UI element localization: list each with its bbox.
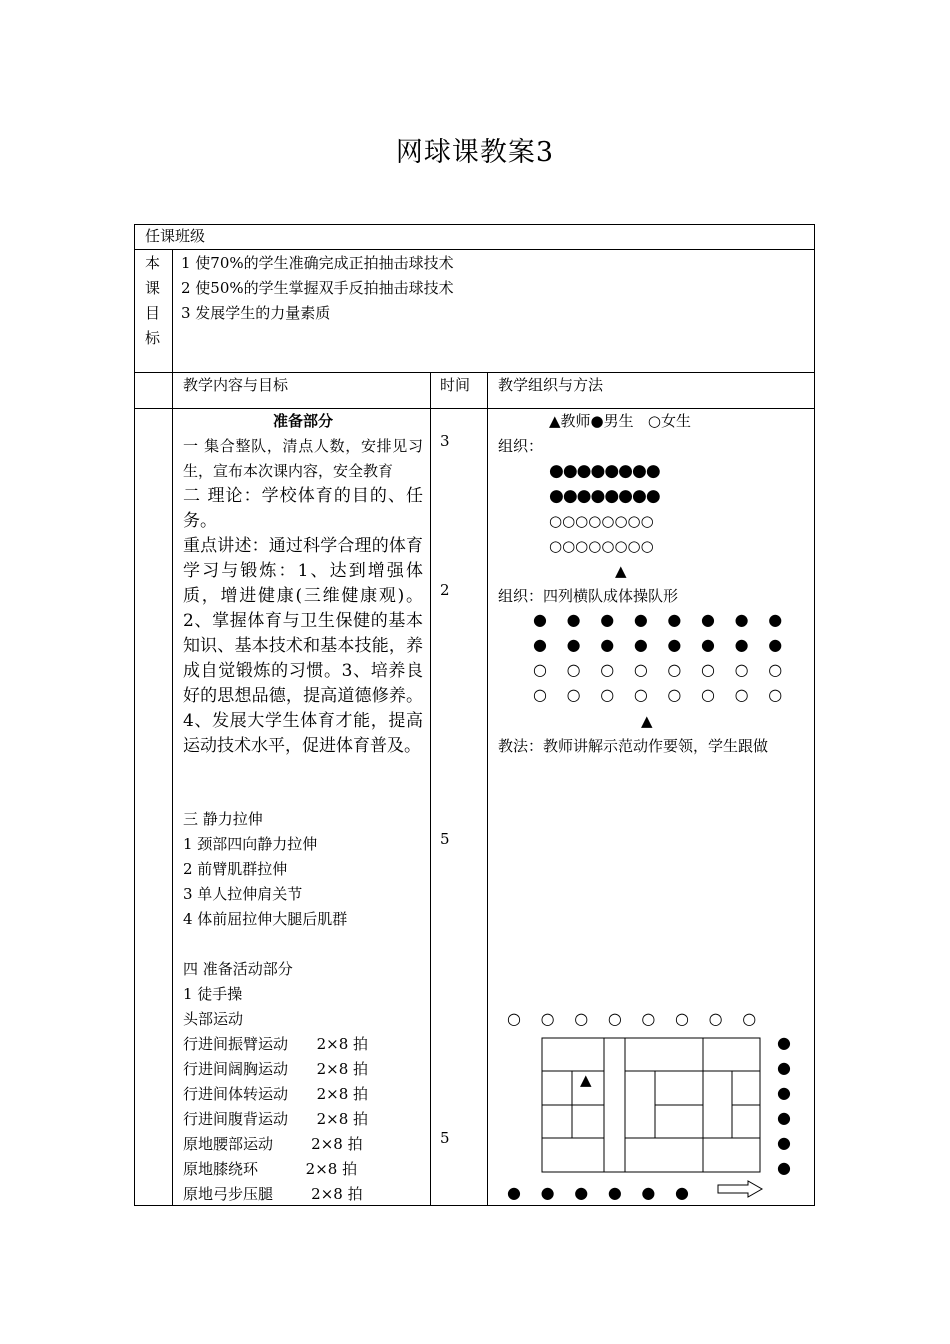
content-paragraph-3: 重点讲述：通过科学合理的体育学习与锻炼：1、达到增强体质，增进健康(三维健康观)。2、掌握体育与卫生保健的基本知识、基本技术和基本技能，养成自觉锻炼的习惯。3、培养良好的思想品德，提高道德修养。4、发展大学生体育才能，提高运动技术水平，促进体育普及。 — [183, 536, 423, 756]
goal-item: 1 使70%的学生准确完成正拍抽击球技术 — [181, 254, 454, 272]
female-student-marker: ○ — [641, 1009, 656, 1028]
male-student-marker: ● — [633, 610, 648, 629]
warmup-item: 原地膝绕环 2×8 拍 — [183, 1160, 358, 1178]
warmup-item: 行进间振臂运动 2×8 拍 — [183, 1035, 369, 1053]
row-divider — [134, 249, 815, 250]
female-student-marker: ○ — [633, 685, 648, 704]
organization-label: 组织： — [498, 437, 544, 455]
male-student-marker: ● — [777, 1158, 791, 1177]
court-diagram — [500, 1005, 800, 1205]
male-student-marker: ● — [540, 1183, 555, 1202]
header-content: 教学内容与目标 — [183, 376, 289, 394]
male-student-marker: ● — [633, 635, 648, 654]
male-student-marker: ● — [533, 610, 547, 629]
formation-row: ●●●●●●●● — [549, 486, 660, 506]
stretch-item: 3 单人拉伸肩关节 — [183, 885, 303, 903]
male-student-marker: ● — [600, 610, 615, 629]
goals-label-char: 目 — [145, 304, 161, 322]
female-student-marker: ○ — [600, 660, 615, 679]
stretch-title: 三 静力拉伸 — [183, 810, 263, 828]
content-paragraph-2: 二 理论：学校体育的目的、任务。 — [183, 486, 423, 531]
page-title: 网球课教案3 — [395, 137, 555, 168]
goals-label-char: 课 — [145, 279, 161, 297]
female-student-marker: ○ — [708, 1009, 723, 1028]
goal-item: 3 发展学生的力量素质 — [181, 304, 331, 322]
legend: ▲教师●男生 ○女生 — [549, 412, 692, 430]
warmup-item: 行进间体转运动 2×8 拍 — [183, 1085, 369, 1103]
male-student-marker: ● — [777, 1033, 791, 1052]
warmup-item: 原地弓步压腿 2×8 拍 — [183, 1185, 363, 1203]
male-student-marker: ● — [566, 635, 581, 654]
male-student-marker: ● — [675, 1183, 689, 1202]
male-student-marker: ● — [667, 610, 682, 629]
male-student-marker: ● — [768, 635, 783, 654]
male-student-marker: ● — [667, 635, 682, 654]
female-student-marker: ○ — [667, 660, 682, 679]
content-paragraph-1: 一 集合整队，清点人数，安排见习生，宣布本次课内容，安全教育 — [183, 437, 423, 480]
warmup-item: 原地腰部运动 2×8 拍 — [183, 1135, 363, 1153]
formation-row: ○○○○○○○○ — [549, 537, 654, 555]
warmup-item: 行进间阔胸运动 2×8 拍 — [183, 1060, 369, 1078]
male-student-marker: ● — [507, 1183, 521, 1202]
female-student-marker: ○ — [768, 660, 783, 679]
tennis-court — [542, 1038, 760, 1172]
male-student-marker: ● — [777, 1108, 791, 1127]
class-label: 任课班级 — [145, 227, 206, 245]
male-student-marker: ● — [777, 1058, 791, 1077]
female-student-marker: ○ — [633, 660, 648, 679]
male-student-marker: ● — [701, 610, 715, 629]
col-divider — [487, 372, 488, 1206]
female-student-marker: ○ — [734, 685, 749, 704]
col-divider — [430, 372, 431, 1206]
male-student-marker: ● — [768, 610, 783, 629]
time-value: 3 — [440, 432, 450, 450]
arrow-icon — [718, 1181, 762, 1197]
male-student-marker: ● — [600, 635, 615, 654]
female-student-marker: ○ — [533, 660, 547, 679]
goals-label-char: 标 — [145, 329, 161, 347]
female-student-marker: ○ — [768, 685, 783, 704]
formation-row: ○○○○○○○○ — [549, 512, 654, 530]
male-student-marker: ● — [607, 1183, 622, 1202]
method-text: 教法：教师讲解示范动作要领，学生跟做 — [498, 737, 769, 755]
stretch-item: 4 体前屈拉伸大腿后肌群 — [183, 910, 348, 928]
warmup-title: 四 准备活动部分 — [183, 960, 293, 978]
col-divider — [172, 249, 173, 1206]
female-student-marker: ○ — [574, 1009, 589, 1028]
teacher-marker: ▲ — [615, 562, 627, 580]
goal-item: 2 使50%的学生掌握双手反拍抽击球技术 — [181, 279, 454, 297]
teacher-marker-court: ▲ — [580, 1071, 592, 1089]
female-student-marker: ○ — [742, 1009, 757, 1028]
female-student-marker: ○ — [701, 685, 715, 704]
male-student-marker: ● — [574, 1183, 589, 1202]
warmup-sub: 1 徒手操 — [183, 985, 243, 1003]
teacher-marker-2: ▲ — [641, 712, 653, 730]
time-value: 2 — [440, 581, 450, 599]
male-student-marker: ● — [533, 635, 547, 654]
female-student-marker: ○ — [675, 1009, 689, 1028]
female-student-marker: ○ — [701, 660, 715, 679]
female-student-marker: ○ — [566, 685, 581, 704]
stretch-item: 1 颈部四向静力拉伸 — [183, 835, 318, 853]
time-value: 5 — [440, 830, 450, 848]
female-student-marker: ○ — [540, 1009, 555, 1028]
male-student-marker: ● — [566, 610, 581, 629]
male-student-marker: ● — [777, 1083, 791, 1102]
section-title: 准备部分 — [272, 412, 333, 430]
header-method: 教学组织与方法 — [498, 376, 604, 394]
warmup-item: 头部运动 — [183, 1010, 244, 1028]
male-student-marker: ● — [701, 635, 715, 654]
female-student-marker: ○ — [533, 685, 547, 704]
header-time: 时间 — [440, 376, 471, 394]
female-student-marker: ○ — [667, 685, 682, 704]
male-student-marker: ● — [777, 1133, 791, 1152]
goals-label-char: 本 — [145, 254, 161, 272]
male-student-marker: ● — [641, 1183, 656, 1202]
male-student-marker: ● — [734, 635, 749, 654]
formation-row: ●●●●●●●● — [549, 461, 660, 481]
female-student-marker: ○ — [607, 1009, 622, 1028]
stretch-item: 2 前臂肌群拉伸 — [183, 860, 288, 878]
warmup-item: 行进间腹背运动 2×8 拍 — [183, 1110, 369, 1128]
female-student-marker: ○ — [600, 685, 615, 704]
male-student-marker: ● — [734, 610, 749, 629]
female-student-marker: ○ — [734, 660, 749, 679]
organization-label-2: 组织：四列横队成体操队形 — [498, 587, 679, 605]
female-student-marker: ○ — [507, 1009, 521, 1028]
time-value: 5 — [440, 1129, 450, 1147]
female-student-marker: ○ — [566, 660, 581, 679]
